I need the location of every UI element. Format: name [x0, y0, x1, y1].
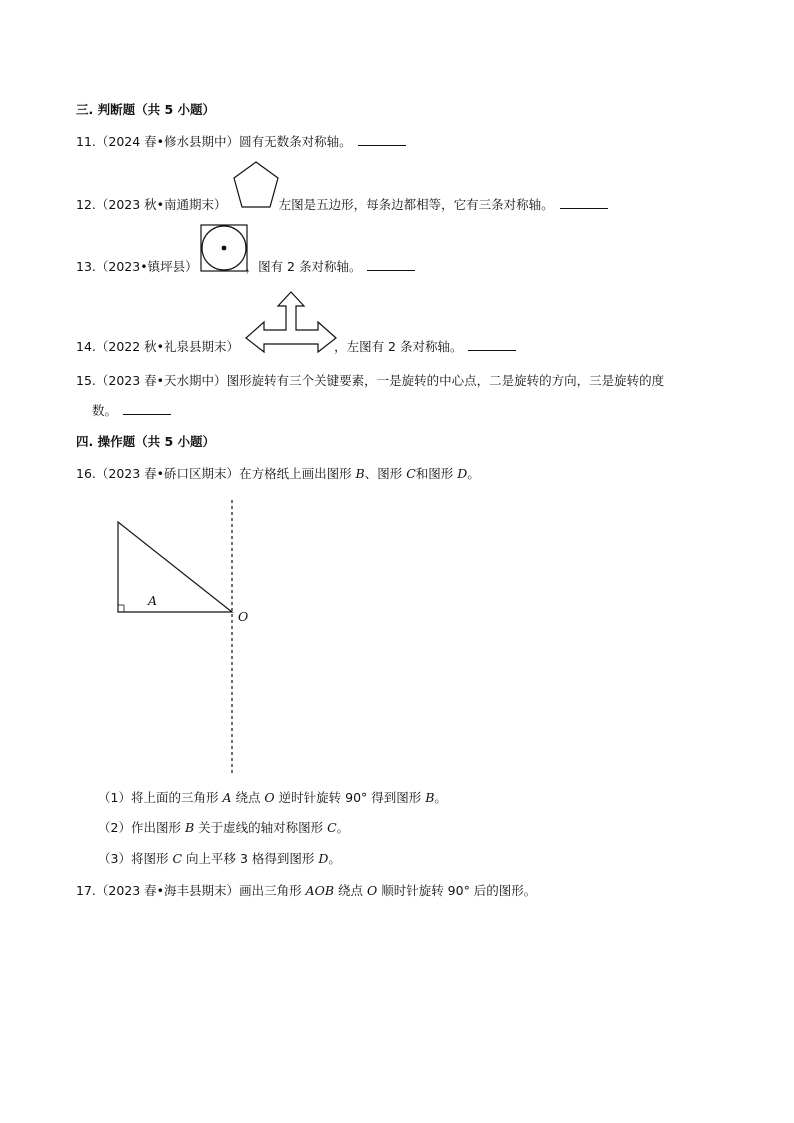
variable: AOB: [305, 883, 335, 898]
point-o-label: O: [238, 609, 249, 624]
question-16: [76, 465, 480, 483]
triangle-a-label: A: [148, 593, 158, 608]
answer-blank[interactable]: [560, 196, 608, 209]
part-text: 关于虚线的轴对称图形: [194, 820, 328, 835]
question-15-continued: [92, 402, 171, 420]
question-text: 。: [467, 466, 480, 481]
part-text: 。: [328, 851, 341, 866]
question-14: [76, 338, 516, 356]
variable: O: [264, 790, 275, 805]
question-number: 11.: [76, 134, 96, 149]
answer-blank[interactable]: [468, 338, 516, 351]
question-16-part-3: [98, 850, 341, 868]
variable: C: [327, 820, 337, 835]
question-number: 15.: [76, 373, 96, 388]
question-text: 绕点: [334, 883, 367, 898]
question-15: [76, 372, 664, 390]
question-text: 顺时针旋转 90° 后的图形。: [377, 883, 537, 898]
part-text: 。: [336, 820, 350, 835]
variable: C: [172, 851, 183, 866]
question-source: （2023 春•硚口区期末）: [95, 466, 240, 481]
variable: D: [318, 851, 329, 866]
question-text: 图形旋转有三个关键要素，一是旋转的中心点，二是旋转的方向，三是旋转的度: [226, 373, 665, 388]
question-text: ，图有 2 条对称轴。: [245, 259, 362, 274]
variable: B: [425, 790, 435, 805]
variable: O: [366, 883, 378, 898]
answer-blank[interactable]: [358, 133, 406, 146]
question-source: （2023 春•天水期中）: [95, 373, 227, 388]
question-text: ，左图有 2 条对称轴。: [334, 339, 463, 354]
figure-d-label: D: [457, 466, 468, 481]
rotation-diagram: [110, 498, 260, 776]
variable: A: [222, 790, 232, 805]
question-17: [76, 882, 536, 900]
variable: B: [184, 820, 195, 835]
question-text: 画出三角形: [239, 883, 306, 898]
part-text: 向上平移 3 格得到图形: [182, 851, 319, 866]
question-text: 和图形: [415, 466, 458, 481]
answer-blank[interactable]: [367, 258, 415, 271]
question-source: （2023 春•海丰县期末）: [95, 883, 240, 898]
figure-b-label: B: [355, 466, 365, 481]
question-12: [76, 196, 608, 214]
question-number: 16.: [76, 466, 96, 481]
question-text: 数。: [92, 403, 118, 418]
question-source: （2022 秋•礼泉县期末）: [95, 339, 240, 354]
part-text: （1）将上面的三角形: [98, 790, 223, 805]
question-text: 左图是五边形，每条边都相等，它有三条对称轴。: [278, 197, 554, 212]
part-text: （2）作出图形: [98, 820, 185, 835]
question-source: （2023•镇坪县）: [95, 259, 198, 274]
question-text: 在方格纸上画出图形: [239, 466, 356, 481]
part-text: 。: [434, 790, 447, 805]
part-text: 绕点: [231, 790, 265, 805]
question-number: 12.: [76, 197, 96, 212]
question-11: [76, 133, 406, 151]
section-3-title: 三. 判断题（共 5 小题）: [76, 102, 216, 117]
part-text: （3）将图形: [98, 851, 173, 866]
question-source: （2023 秋•南通期末）: [95, 197, 227, 212]
figure-c-label: C: [406, 466, 416, 481]
question-16-part-2: [98, 819, 349, 837]
question-number: 14.: [76, 339, 96, 354]
question-number: 13.: [76, 259, 96, 274]
question-text: 、图形: [364, 466, 407, 481]
question-16-part-1: [98, 789, 447, 807]
part-text: 逆时针旋转 90° 得到图形: [274, 790, 426, 805]
question-source: （2024 春•修水县期中）: [95, 134, 240, 149]
triangle-a: [118, 522, 232, 612]
answer-blank[interactable]: [123, 402, 171, 415]
question-text: 圆有无数条对称轴。: [239, 134, 352, 149]
section-4-title: 四. 操作题（共 5 小题）: [76, 434, 216, 449]
question-number: 17.: [76, 883, 96, 898]
question-13: [76, 258, 415, 276]
